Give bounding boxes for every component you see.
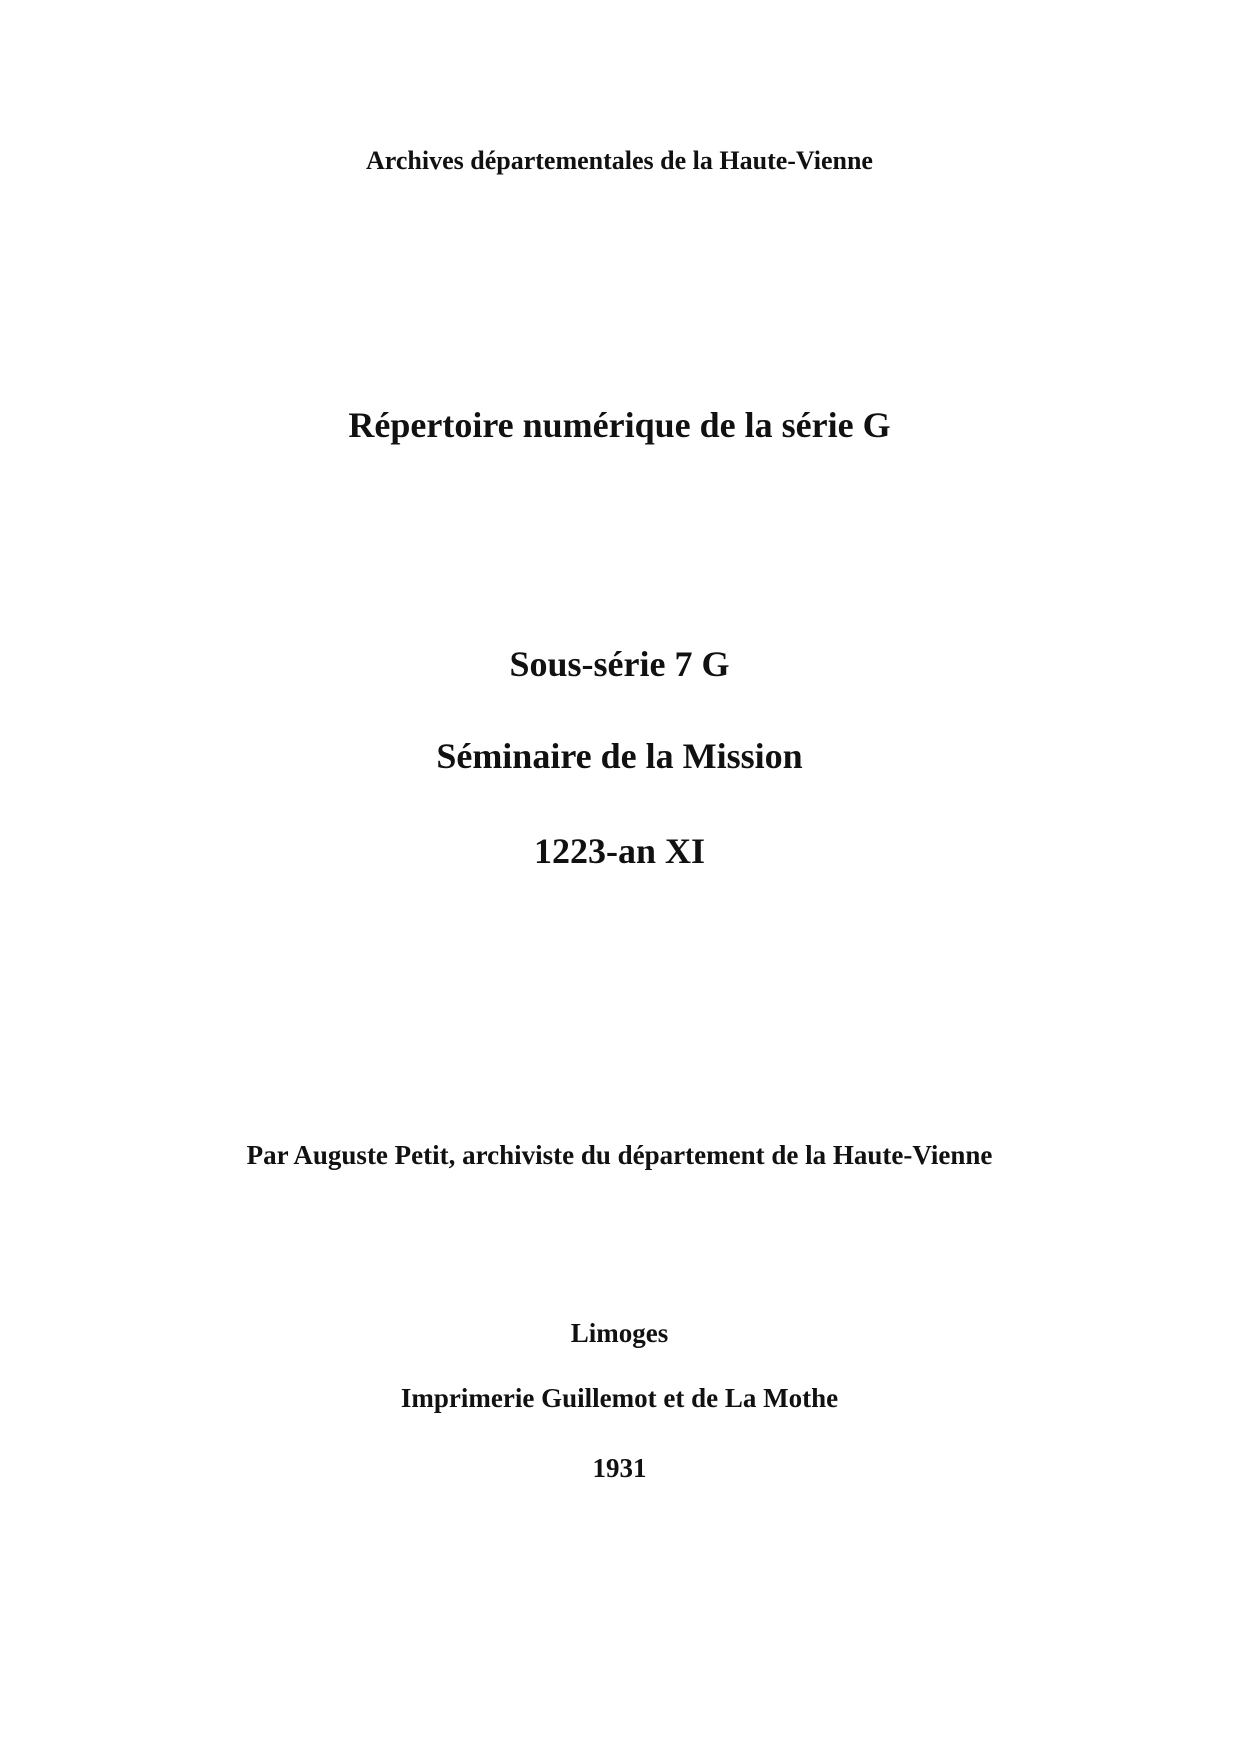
subseries-title: Sous-série 7 G bbox=[509, 644, 730, 684]
publication-city: Limoges bbox=[570, 1318, 669, 1348]
page-title: Répertoire numérique de la série G bbox=[348, 405, 891, 445]
archive-header: Archives départementales de la Haute-Vienne bbox=[366, 146, 873, 175]
printer-name: Imprimerie Guillemot et de La Mothe bbox=[400, 1383, 839, 1413]
author-credit: Par Auguste Petit, archiviste du département de la Haute-Vienne bbox=[246, 1140, 993, 1170]
institution-title: Séminaire de la Mission bbox=[436, 736, 803, 776]
date-range: 1223-an XI bbox=[533, 831, 706, 871]
publication-year: 1931 bbox=[592, 1453, 647, 1483]
